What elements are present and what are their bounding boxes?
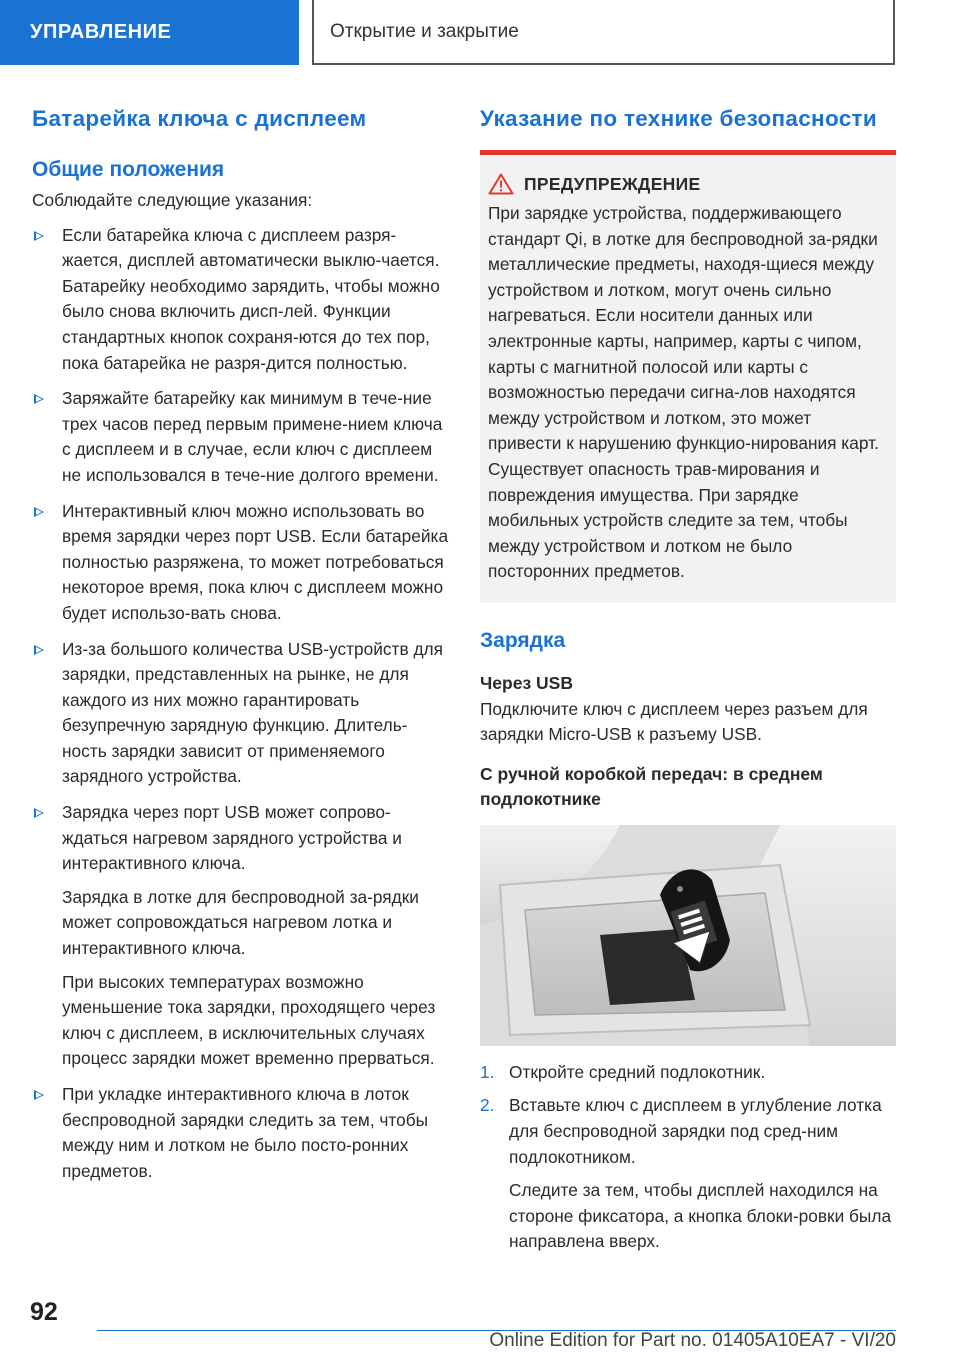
usb-text: Подключите ключ с дисплеем через разъем для зарядки Micro-USB к разъему USB. <box>480 698 868 745</box>
list-item <box>32 386 450 488</box>
triangle-bullet-icon <box>34 808 44 818</box>
step-note: Следите за тем, чтобы дисплей находился на стороне фиксатора, а кнопка блоки-ровки была направлена вверх. <box>509 1180 892 1252</box>
list-item <box>480 1093 896 1255</box>
list-item <box>480 1060 896 1086</box>
section-label: УПРАВЛЕНИЕ <box>30 21 172 43</box>
list-item-text: Интерактивный ключ можно использовать во время зарядки через порт USB. Если батарейка полностью разряжена, то может потребоваться некоторое время, пока ключ с дисплеем можно будет использо-вать снова. <box>62 500 449 623</box>
bullet-list <box>32 223 450 1185</box>
safety-title: Указание по технике безопасности <box>480 106 877 131</box>
warning-triangle-icon <box>488 173 514 195</box>
step-number: 2. <box>480 1095 495 1116</box>
triangle-bullet-icon <box>34 394 44 404</box>
list-item <box>32 800 450 1072</box>
triangle-bullet-icon <box>34 1090 44 1100</box>
warning-box <box>480 150 896 603</box>
manual-heading: С ручной коробкой передач: в среднем подлокотнике <box>480 763 823 810</box>
warning-title: ПРЕДУПРЕЖДЕНИЕ <box>524 173 701 194</box>
step-number: 1. <box>480 1061 495 1082</box>
chapter-tab <box>312 0 895 65</box>
usb-heading: Через USB <box>480 672 573 693</box>
step-text: Вставьте ключ с дисплеем в углубление лотка для беспроводной зарядки под сред-ним подлокотником. <box>509 1095 882 1167</box>
steps-list <box>480 1060 896 1255</box>
chapter-label: Открытие и закрытие <box>330 20 519 42</box>
step-text: Откройте средний подлокотник. <box>509 1061 766 1082</box>
triangle-bullet-icon <box>34 645 44 655</box>
warning-header <box>488 173 886 195</box>
triangle-bullet-icon <box>34 507 44 517</box>
armrest-illustration <box>480 825 896 1046</box>
subsection-title: Общие положения <box>32 158 225 181</box>
list-item-text: Зарядка через порт USB может сопрово-ждаться нагревом зарядного устройства и интерактивного ключа. <box>62 802 402 874</box>
section-title: Батарейка ключа с дисплеем <box>32 106 367 131</box>
list-item <box>32 1082 450 1184</box>
list-item-text: Зарядка в лотке для беспроводной за-рядки может сопровождаться нагревом лотка и интерактивного ключа. <box>62 886 419 959</box>
warning-text: При зарядке устройства, поддерживающего стандарт Qi, в лотке для беспроводной за-рядки металлические предметы, находя-щиеся между устройством и лотком, могут очень сильно нагреваться. Если носители данных или электронные карты, например, карты с чипом, карты с магнитной полосой или карты с возможностью передачи сигна-лов находятся между устройством и лотком, это может привести к нарушению функцио-нирования карт. Существует опасность трав-мирования и повреждения имущества. При зарядке мобильных устройств следите за тем, чтобы между устройством и лотком не было посторонних предметов. <box>488 203 879 582</box>
footer-edition: Online Edition for Part no. 01405A10EA7 - VI/20 <box>489 1330 896 1351</box>
list-item-text: При укладке интерактивного ключа в лоток беспроводной зарядки следить за тем, чтобы между ним и лотком не было посто-ронних предметов. <box>62 1084 429 1181</box>
section-tab <box>0 0 299 65</box>
triangle-bullet-icon <box>34 231 44 241</box>
intro-text: Соблюдайте следующие указания: <box>32 190 313 210</box>
list-item <box>32 637 450 791</box>
list-item-text: При высоких температурах возможно уменьшение тока зарядки, проходящего через ключ с дисплеем, в исключительных случаях процесс зарядки может временно прерваться. <box>62 971 436 1069</box>
list-item-text: Заряжайте батарейку как минимум в тече-ние трех часов перед первым примене-нием ключа с дисплеем и в случае, если ключ с дисплеем не использовался в тече-ние долгого времени. <box>62 388 443 485</box>
list-item <box>32 223 450 377</box>
list-item-text: Если батарейка ключа с дисплеем разря-жается, дисплей автоматически выклю-чается. Батарейку необходимо зарядить, чтобы можно было снова включить дисп-лей. Функции стандартных кнопок сохраня-ются до тех пор, пока батарейка не разря-дится полностью. <box>62 224 440 373</box>
charging-title: Зарядка <box>480 628 566 652</box>
armrest-photo <box>480 825 896 1046</box>
page-number: 92 <box>30 1298 58 1326</box>
list-item <box>32 499 450 627</box>
right-column <box>480 100 896 1263</box>
left-column <box>32 100 450 1194</box>
list-item-text: Из-за большого количества USB-устройств для зарядки, представленных на рынке, не для каждого из них можно гарантировать безупречную зарядную функцию. Длитель-ность зарядки зависит от применяемого зарядного устройства. <box>62 638 443 787</box>
